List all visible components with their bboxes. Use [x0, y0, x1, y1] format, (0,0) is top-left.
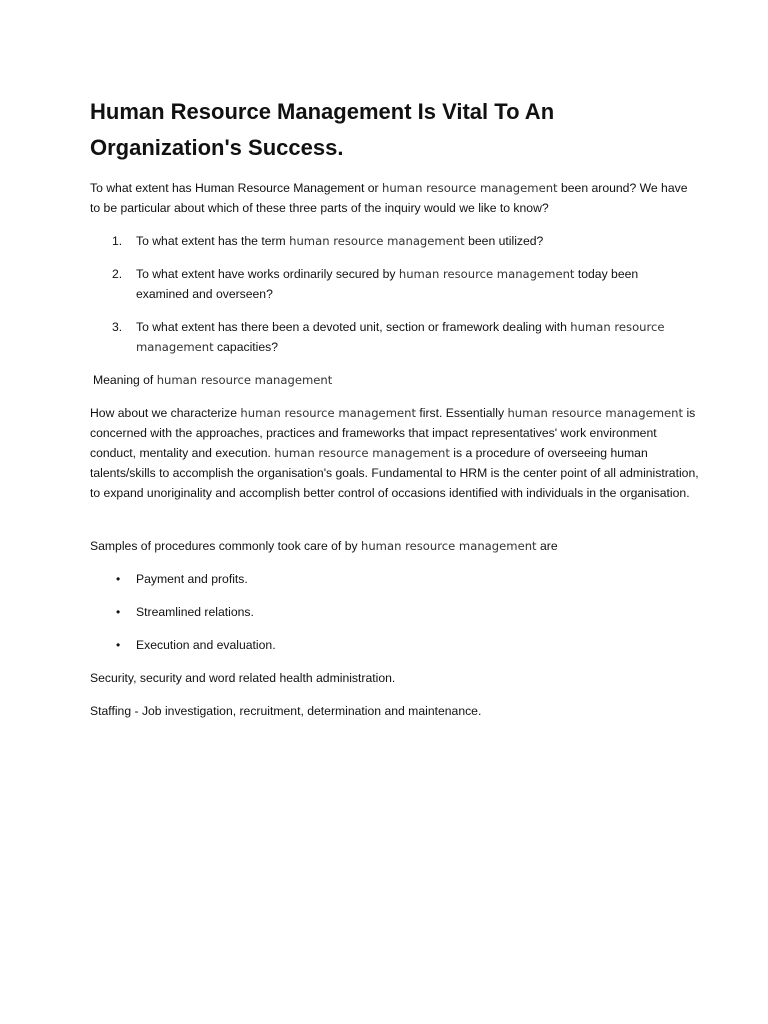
numbered-item-text [136, 317, 672, 357]
bullet-item-2 [112, 602, 672, 622]
intro-paragraph [90, 178, 700, 218]
numbered-item-2 [112, 264, 672, 304]
characterize-paragraph [90, 403, 700, 503]
numbered-item-text [136, 231, 672, 251]
characterize-text-g: is a procedure of overseeing human talents/skills to accomplish the organisation's goals. Fundamental to HRM is the center point of all administration, to expand unoriginality and accomplish better control of occasions identified with individuals in the organisation. [90, 446, 699, 500]
list-number: 3. [112, 320, 123, 334]
numbered-item-text-a: To what extent has there been a devoted unit, section or framework dealing with [136, 320, 571, 334]
intro-text-b: human resource management [381, 181, 558, 195]
bullet-marker: • [116, 605, 121, 619]
staffing-paragraph: Staffing - Job investigation, recruitment, determination and maintenance. [90, 704, 482, 718]
bullet-item-1 [112, 569, 672, 589]
meaning-text-b: human resource management [156, 373, 333, 387]
list-number: 1. [112, 234, 123, 248]
samples-paragraph [90, 536, 700, 556]
intro-text-a: To what extent has Human Resource Management or [90, 181, 382, 195]
intro-text-c: been around? We have to be particular about which of these three parts of the inquiry would we like to know? [90, 181, 688, 215]
bullet-item-text: Streamlined relations. [136, 605, 254, 619]
samples-text-b: human resource management [360, 539, 537, 553]
bullet-item-text: Payment and profits. [136, 572, 248, 586]
numbered-item-1 [112, 231, 672, 251]
bullet-marker: • [116, 638, 121, 652]
numbered-item-text [136, 264, 672, 304]
meaning-text-a: Meaning of [93, 373, 157, 387]
characterize-text-c: first. Essentially [416, 406, 508, 420]
numbered-item-text-a: To what extent have works ordinarily secured by [136, 267, 399, 281]
numbered-item-3 [112, 317, 672, 357]
samples-text-a: Samples of procedures commonly took care of by [90, 539, 361, 553]
characterize-text-f: human resource management [274, 446, 450, 460]
samples-text-c: are [536, 539, 558, 553]
bullet-item-text: Execution and evaluation. [136, 638, 276, 652]
characterize-text-d: human resource management [507, 406, 684, 420]
numbered-item-text-b: human resource management [398, 267, 575, 281]
document-title: Human Resource Management Is Vital To An Organization's Success. [90, 99, 555, 160]
bullet-item-3 [112, 635, 672, 655]
list-number: 2. [112, 267, 123, 281]
characterize-text-e: is concerned with the approaches, practices and frameworks that impact representatives' work environment conduct, mentality and execution. [90, 406, 696, 460]
meaning-heading [93, 370, 703, 390]
numbered-item-text-c: today been examined and overseen? [136, 267, 639, 301]
numbered-item-text-c: capacities? [213, 340, 279, 354]
numbered-item-text-b: human resource management [289, 234, 465, 248]
security-paragraph: Security, security and word related health administration. [90, 671, 396, 685]
numbered-item-text-c: been utilized? [464, 234, 544, 248]
numbered-item-text-b: human resource management [136, 320, 665, 354]
bullet-marker: • [116, 572, 121, 586]
characterize-text-a: How about we characterize [90, 406, 241, 420]
characterize-text-b: human resource management [240, 406, 417, 420]
numbered-item-text-a: To what extent has the term [136, 234, 290, 248]
